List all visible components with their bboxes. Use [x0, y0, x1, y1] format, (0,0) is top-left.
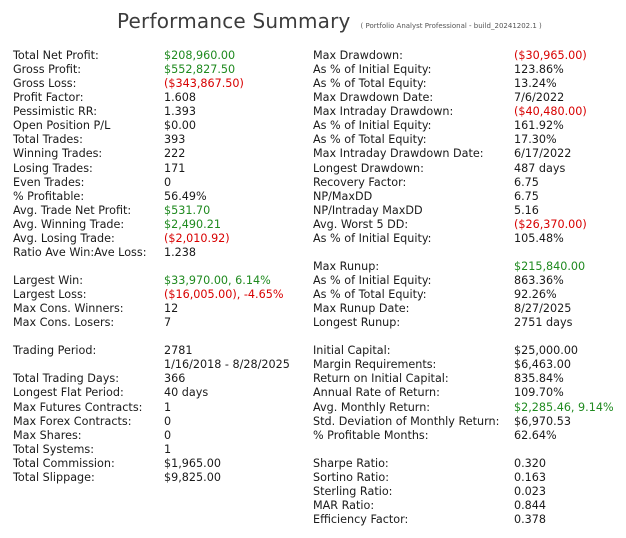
- metric-label: Total Net Profit:: [13, 49, 99, 62]
- metric-value: $531.70: [164, 203, 211, 217]
- metric-label: Max Forex Contracts:: [13, 414, 132, 428]
- metric-value: 123.86%: [514, 63, 564, 77]
- metric-value: 13.24%: [514, 77, 557, 91]
- metric-label: Pessimistic RR:: [13, 105, 98, 119]
- metric-value: $6,463.00: [514, 358, 571, 372]
- metric-label: As % of Total Equity:: [313, 133, 427, 147]
- metric-value: 40 days: [164, 386, 209, 400]
- metric-value: 1.608: [164, 91, 197, 105]
- metric-value: 7: [164, 316, 172, 330]
- metric-value: $9,825.00: [164, 470, 221, 484]
- metric-label: Sterling Ratio:: [313, 484, 393, 498]
- metric-label: % Profitable:: [13, 189, 85, 203]
- metric-value: 1: [164, 400, 172, 414]
- metric-label: Total Commission:: [13, 456, 115, 470]
- metric-label: Sortino Ratio:: [313, 470, 390, 484]
- metric-value: 835.84%: [514, 372, 564, 386]
- metric-label: Max Drawdown Date:: [313, 91, 434, 105]
- metric-label: Max Cons. Winners:: [13, 302, 124, 316]
- metric-label: Return on Initial Capital:: [313, 372, 449, 386]
- metric-value: 7/6/2022: [514, 91, 565, 105]
- metric-label: Profit Factor:: [13, 91, 84, 105]
- metric-value: 17.30%: [514, 133, 557, 147]
- metric-value: $2,285.46, 9.14%: [514, 400, 614, 414]
- metric-label: Largest Loss:: [13, 288, 87, 301]
- metric-label: Max Drawdown:: [313, 49, 403, 62]
- metric-label: As % of Initial Equity:: [313, 119, 432, 133]
- metric-value: ($40,480.00): [514, 105, 587, 119]
- metric-value: 1: [164, 442, 172, 456]
- metric-value: 0.320: [514, 456, 547, 470]
- metric-label: Annual Rate of Return:: [313, 386, 440, 400]
- metric-label: As % of Initial Equity:: [313, 231, 432, 245]
- metric-label: Initial Capital:: [313, 344, 391, 358]
- metric-label: Avg. Losing Trade:: [13, 231, 115, 245]
- metric-label: As % of Initial Equity:: [313, 274, 432, 287]
- metric-value: 5.16: [514, 203, 539, 217]
- metric-label: Ratio Ave Win:Ave Loss:: [13, 245, 147, 259]
- metric-value: 0.023: [514, 484, 547, 498]
- metric-value: 393: [164, 133, 186, 147]
- metric-label: Losing Trades:: [13, 161, 93, 175]
- metric-value: $552,827.50: [164, 63, 236, 77]
- metric-value: 863.36%: [514, 274, 564, 287]
- metric-label: Efficiency Factor:: [313, 513, 409, 526]
- metric-value: 0.163: [514, 470, 547, 484]
- metric-label: Max Intraday Drawdown Date:: [313, 147, 484, 161]
- metric-label: Avg. Worst 5 DD:: [313, 217, 409, 231]
- page-title: Performance Summary: [117, 9, 351, 33]
- metric-label: As % of Total Equity:: [313, 288, 427, 301]
- metric-label: Margin Requirements:: [313, 358, 437, 372]
- metric-label: As % of Total Equity:: [313, 77, 427, 91]
- metric-value: 56.49%: [164, 189, 207, 203]
- metric-value: ($26,370.00): [514, 217, 587, 231]
- metric-value: 6/17/2022: [514, 147, 572, 161]
- metric-value: $25,000.00: [514, 344, 579, 358]
- metric-value: $33,970.00, 6.14%: [164, 274, 271, 287]
- metric-label: Total Slippage:: [13, 470, 95, 484]
- metric-value: 1.238: [164, 245, 197, 259]
- metric-value: ($30,965.00): [514, 49, 587, 62]
- metric-value: 171: [164, 161, 186, 175]
- metric-value: 366: [164, 372, 186, 386]
- metric-value: ($343,867.50): [164, 77, 244, 91]
- metric-label: Longest Runup:: [313, 316, 401, 330]
- metric-value: 92.26%: [514, 288, 557, 301]
- metric-value: 1.393: [164, 105, 197, 119]
- metric-value: 1/16/2018 - 8/28/2025: [164, 358, 290, 372]
- metric-value: $215,840.00: [514, 259, 586, 273]
- metric-label: Max Shares:: [13, 428, 82, 442]
- metric-value: 0: [164, 428, 172, 442]
- metric-value: 8/27/2025: [514, 302, 572, 316]
- metric-label: Largest Win:: [13, 274, 84, 287]
- metric-label: Max Cons. Losers:: [13, 316, 115, 330]
- metric-value: 109.70%: [514, 386, 564, 400]
- page-subtitle: ( Portfolio Analyst Professional - build_20241202.1 ): [360, 22, 542, 30]
- metric-value: 0: [164, 175, 172, 189]
- metric-value: 62.64%: [514, 428, 557, 442]
- metric-label: Sharpe Ratio:: [313, 456, 389, 470]
- metric-label: Avg. Trade Net Profit:: [13, 203, 132, 217]
- metric-label: Total Systems:: [13, 442, 94, 456]
- metric-label: Open Position P/L: [13, 119, 111, 133]
- metric-value: 487 days: [514, 161, 566, 175]
- metric-label: Gross Profit:: [13, 63, 82, 77]
- metric-value: 0.378: [514, 513, 547, 526]
- metric-label: NP/Intraday MaxDD: [313, 203, 423, 217]
- metric-label: As % of Initial Equity:: [313, 63, 432, 77]
- metric-value: $0.00: [164, 119, 197, 133]
- metric-value: 105.48%: [514, 231, 564, 245]
- metric-value: 12: [164, 302, 179, 316]
- metric-value: 0: [164, 414, 172, 428]
- metric-label: Avg. Monthly Return:: [313, 400, 431, 414]
- metric-value: ($16,005.00), -4.65%: [164, 288, 284, 301]
- metric-value: ($2,010.92): [164, 231, 230, 245]
- metric-label: Avg. Winning Trade:: [13, 217, 125, 231]
- metric-label: % Profitable Months:: [313, 428, 429, 442]
- metric-label: Longest Drawdown:: [313, 161, 424, 175]
- metric-label: Max Runup:: [313, 259, 380, 273]
- metric-value: $1,965.00: [164, 456, 221, 470]
- report-header: [117, 9, 542, 33]
- metric-value: $6,970.53: [514, 414, 571, 428]
- metric-value: 161.92%: [514, 119, 564, 133]
- metric-label: Gross Loss:: [13, 77, 77, 91]
- metric-value: 6.75: [514, 189, 539, 203]
- metric-label: Std. Deviation of Monthly Return:: [313, 414, 500, 428]
- metric-label: Trading Period:: [13, 344, 97, 358]
- metric-label: Max Runup Date:: [313, 302, 410, 316]
- metric-value: 2781: [164, 344, 193, 358]
- metric-value: 0.844: [514, 498, 547, 512]
- metric-value: $208,960.00: [164, 49, 236, 62]
- metric-value: 6.75: [514, 175, 539, 189]
- metric-label: Max Intraday Drawdown:: [313, 105, 454, 119]
- metric-label: Total Trading Days:: [13, 372, 119, 386]
- metric-label: Recovery Factor:: [313, 175, 407, 189]
- metric-label: NP/MaxDD: [313, 189, 373, 203]
- metric-value: 2751 days: [514, 316, 573, 330]
- metric-value: 222: [164, 147, 186, 161]
- metric-label: MAR Ratio:: [313, 498, 375, 512]
- metric-label: Even Trades:: [13, 175, 85, 189]
- metric-label: Total Trades:: [13, 133, 83, 147]
- metric-value: $2,490.21: [164, 217, 221, 231]
- metric-label: Longest Flat Period:: [13, 386, 124, 400]
- metric-label: Winning Trades:: [13, 147, 103, 161]
- metric-label: Max Futures Contracts:: [13, 400, 143, 414]
